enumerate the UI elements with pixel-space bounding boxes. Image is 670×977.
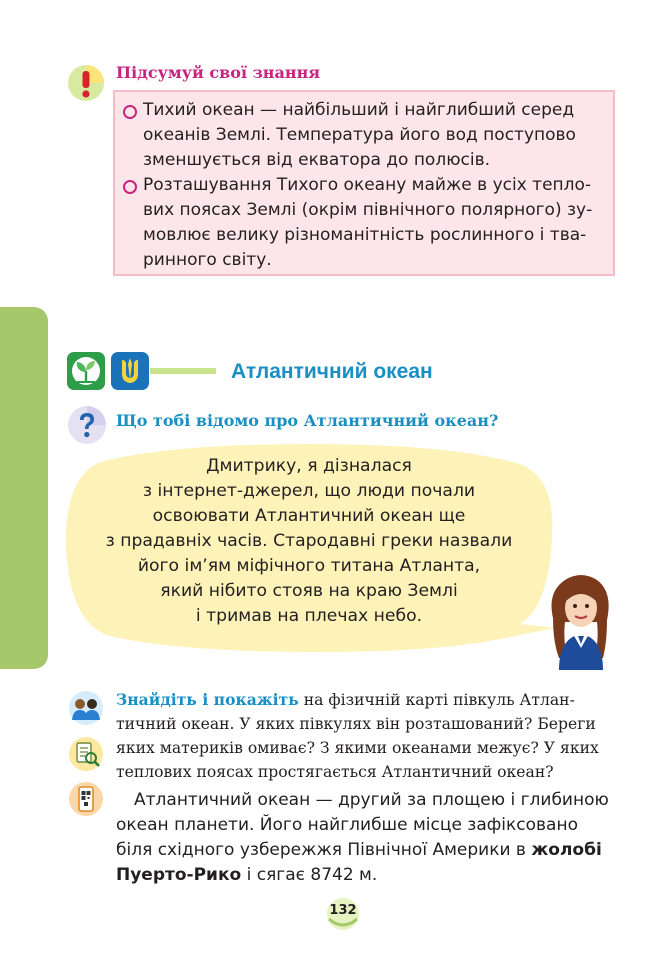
body-line-text: біля східного узбережжя Північної Америки в — [116, 840, 532, 860]
summary-line: мовлює велику різноманітність рослинного і тва- — [143, 225, 587, 245]
activity-line: яких материків омиває? З якими океанами межує? У яких — [116, 739, 599, 757]
section-divider — [150, 368, 216, 374]
summary-box — [113, 90, 615, 276]
bullet-icon — [123, 180, 137, 194]
body-line: океан планети. Його найглибше місце зафіксовано — [116, 815, 578, 835]
question-title: Що тобі відомо про Атлантичний океан? — [116, 411, 499, 430]
summary-line: Розташування Тихого океану майже в усіх тепло- — [143, 175, 592, 195]
term-bold: жолобі — [531, 840, 602, 860]
speech-line: освоювати Атлантичний океан ще — [152, 506, 466, 526]
speech-line: з прадавніх часів. Стародавні греки назвали — [105, 531, 513, 551]
summary-line: океанів Землі. Температура його вод поступово — [143, 125, 576, 145]
body-line-text: і сягає 8742 м. — [241, 865, 378, 885]
body-line-text: Атлантичний океан — другий за площею і глибиною — [134, 790, 609, 810]
summary-line: зменшується від екватора до полюсів. — [143, 150, 491, 170]
activity-text — [116, 688, 618, 784]
summary-line: вих поясах Землі (окрім північного полярного) зу- — [143, 200, 593, 220]
page-number: 132 — [329, 903, 357, 918]
speech-line: і тримав на плечах небо. — [195, 606, 423, 626]
speech-line: з інтернет-джерел, що люди почали — [142, 481, 476, 501]
body-paragraph — [116, 788, 618, 888]
speech-line: Дмитрику, я дізналася — [206, 456, 412, 476]
body-line — [116, 863, 618, 888]
summary-item-1 — [143, 98, 609, 173]
speech-text — [84, 454, 534, 629]
summary-line: ринного світу. — [143, 250, 272, 270]
bullet-icon — [123, 105, 137, 119]
girl-illustration — [545, 572, 617, 670]
body-line — [116, 838, 618, 863]
body-line — [116, 788, 618, 813]
summary-item-2 — [143, 173, 609, 273]
speech-line: який нібито стояв на краю Землі — [160, 581, 458, 601]
plant-icon — [67, 352, 105, 390]
summary-line: Тихий океан — найбільший і найглибший серед — [143, 100, 575, 120]
pair-icon — [68, 690, 104, 726]
activity-line: теплових поясах простягається Атлантичний океан? — [116, 763, 554, 781]
exclamation-icon — [67, 64, 105, 102]
activity-line-text: на фізичній карті півкуль Атлан- — [298, 691, 575, 709]
phone-qr-icon — [68, 781, 104, 817]
activity-line — [116, 688, 618, 712]
section-title: Атлантичний океан — [231, 360, 433, 383]
document-search-icon — [68, 736, 104, 772]
speech-line: його ім’ям міфічного титана Атланта, — [137, 556, 481, 576]
trident-icon — [111, 352, 149, 390]
term-bold: Пуерто-Рико — [116, 865, 242, 885]
summary-title: Підсумуй свої знання — [116, 63, 321, 82]
activity-line: тичний океан. У яких півкулях він розташований? Береги — [116, 715, 596, 733]
activity-lead: Знайдіть і покажіть — [116, 690, 299, 709]
